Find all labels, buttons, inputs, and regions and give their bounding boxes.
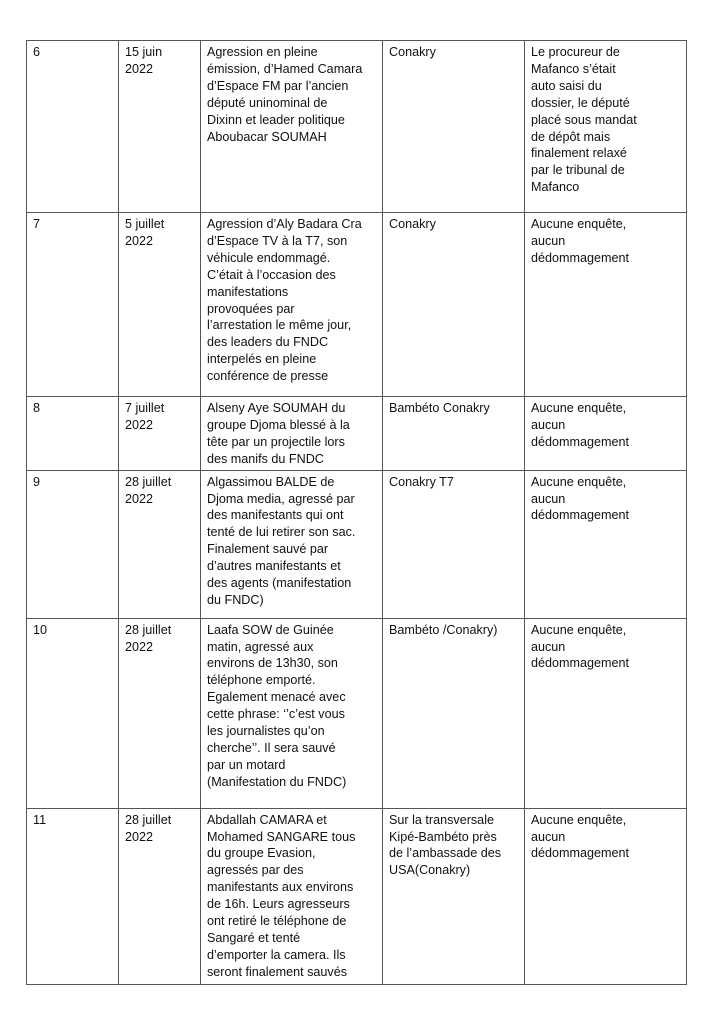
follow-up-cell: Aucune enquête, aucun dédommagement <box>525 470 687 618</box>
table-row <box>27 41 687 213</box>
document-page <box>26 40 686 985</box>
row-number-cell: 6 <box>27 41 119 213</box>
date-cell: 28 juillet 2022 <box>119 618 201 808</box>
place-cell: Sur la transversale Kipé-Bambéto près de l’ambassade des USA(Conakry) <box>383 808 525 984</box>
row-number-cell: 8 <box>27 397 119 471</box>
follow-up-cell: Aucune enquête, aucun dédommagement <box>525 808 687 984</box>
row-number-cell: 11 <box>27 808 119 984</box>
table-row <box>27 618 687 808</box>
table-row <box>27 397 687 471</box>
follow-up-cell: Aucune enquête, aucun dédommagement <box>525 618 687 808</box>
table-row <box>27 808 687 984</box>
table-row <box>27 470 687 618</box>
table-row <box>27 213 687 397</box>
date-cell: 5 juillet 2022 <box>119 213 201 397</box>
incident-table <box>26 40 687 985</box>
row-number-cell: 7 <box>27 213 119 397</box>
place-cell: Conakry T7 <box>383 470 525 618</box>
date-cell: 28 juillet 2022 <box>119 470 201 618</box>
row-number-cell: 10 <box>27 618 119 808</box>
place-cell: Conakry <box>383 213 525 397</box>
description-cell: Alseny Aye SOUMAH du groupe Djoma blessé à la tête par un projectile lors des manifs du FNDC <box>201 397 383 471</box>
follow-up-cell: Aucune enquête, aucun dédommagement <box>525 213 687 397</box>
description-cell: Agression d’Aly Badara Cra d’Espace TV à la T7, son véhicule endommagé. C’était à l’occasion des manifestations provoquées par l’arrestation le même jour, des leaders du FNDC interpelés en pleine conférence de presse <box>201 213 383 397</box>
place-cell: Bambéto Conakry <box>383 397 525 471</box>
description-cell: Algassimou BALDE de Djoma media, agressé par des manifestants qui ont tenté de lui retirer son sac. Finalement sauvé par d’autres manifestants et des agents (manifestation du FNDC) <box>201 470 383 618</box>
date-cell: 15 juin 2022 <box>119 41 201 213</box>
description-cell: Agression en pleine émission, d’Hamed Camara d’Espace FM par l’ancien député uninominal de Dixinn et leader politique Aboubacar SOUMAH <box>201 41 383 213</box>
description-cell: Laafa SOW de Guinée matin, agressé aux environs de 13h30, son téléphone emporté. Egalement menacé avec cette phrase: ‘’c’est vous les journalistes qu’on cherche’’. Il sera sauvé par un motard (Manifestation du FNDC) <box>201 618 383 808</box>
place-cell: Conakry <box>383 41 525 213</box>
follow-up-cell: Le procureur de Mafanco s’était auto saisi du dossier, le député placé sous mandat de dépôt mais finalement relaxé par le tribunal de Mafanco <box>525 41 687 213</box>
follow-up-cell: Aucune enquête, aucun dédommagement <box>525 397 687 471</box>
date-cell: 7 juillet 2022 <box>119 397 201 471</box>
description-cell: Abdallah CAMARA et Mohamed SANGARE tous du groupe Evasion, agressés par des manifestants aux environs de 16h. Leurs agresseurs ont retiré le téléphone de Sangaré et tenté d’emporter la camera. Ils seront finalement sauvés <box>201 808 383 984</box>
row-number-cell: 9 <box>27 470 119 618</box>
place-cell: Bambéto /Conakry) <box>383 618 525 808</box>
date-cell: 28 juillet 2022 <box>119 808 201 984</box>
